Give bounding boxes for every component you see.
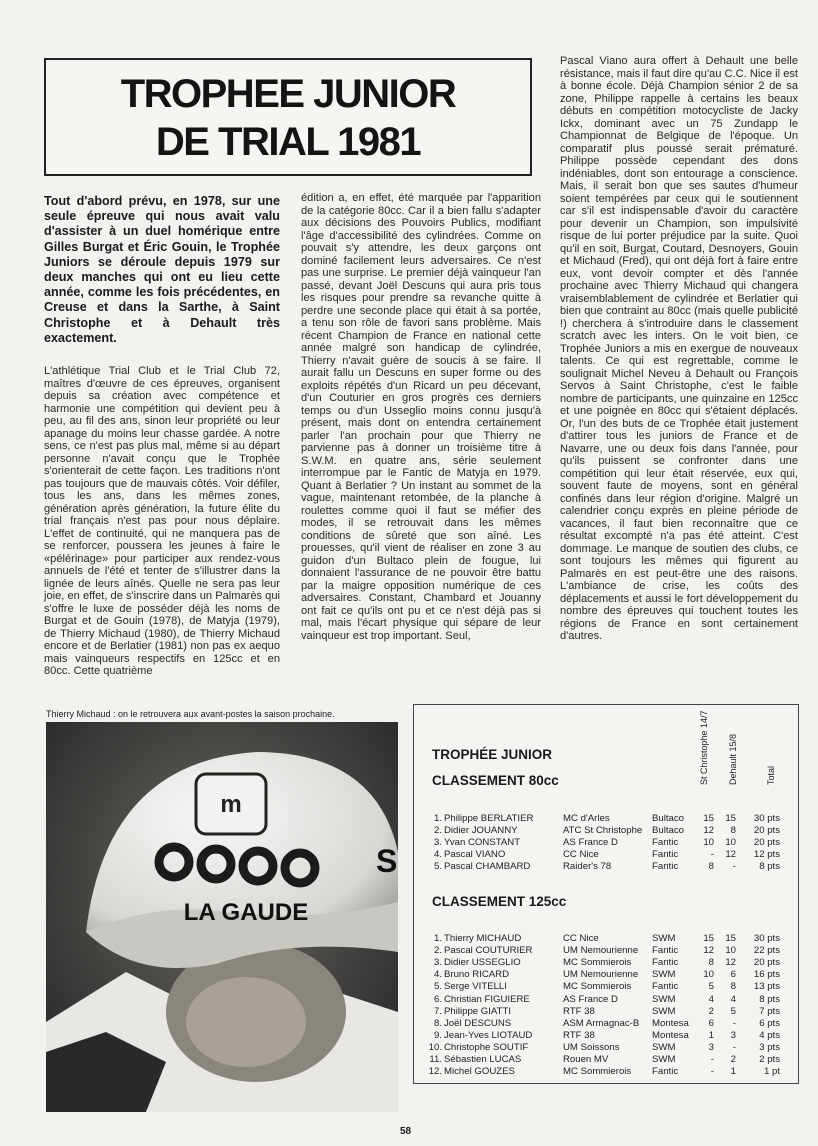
cell-total: 20 pts: [753, 957, 780, 969]
cell-club: Raider's 78: [563, 861, 612, 873]
cell-bike: Fantic: [652, 861, 679, 873]
cell-bike: SWM: [652, 993, 676, 1005]
cell-club: CC Nice: [563, 849, 599, 861]
table-row: [414, 945, 800, 956]
table-row: [414, 981, 800, 992]
cell-club: RTF 38: [563, 1005, 595, 1017]
cell-total: 6 pts: [759, 1017, 780, 1029]
table-row: [414, 813, 800, 824]
cell-club: UM Nemourienne: [563, 945, 639, 957]
cell-s1: 10: [703, 969, 714, 981]
col-header-total: Total: [766, 765, 776, 785]
cell-rank: 3.: [433, 957, 442, 969]
cell-s2: 2: [730, 1054, 736, 1065]
page-number: 58: [400, 1126, 412, 1137]
cell-s1: 4: [708, 993, 714, 1005]
cell-s2: 8: [730, 981, 736, 993]
cell-total: 1 pt: [763, 1066, 780, 1078]
cell-name: Jean-Yves LIOTAUD: [444, 1029, 533, 1041]
cell-name: Sébastien LUCAS: [444, 1054, 522, 1065]
cell-club: Rouen MV: [563, 1054, 609, 1065]
article-column-1: L'athlétique Trial Club et le Trial Club 72, maîtres d'œuvre de ces épreuves, organisent depuis sa création avec compétence et harmonie une compétition qui devient peu à peu, au fil des ans, sinon leur propriété ou leur apanage du moins leur chasse gardée. A notre sens, ce n'est pas plus mal, même si au départ personne n'avait conçu que le Trophée s'orienterait de cette façon. Les traditions n'ont pas toujours que de mauvais côtés. Voir défiler, tous les ans, dans les mêmes zones, génération après génération, la future élite du trial français n'est pas pour nous déplaire. L'effet de continuité, qui ne manquera pas de se renforcer, poussera les jeunes à faire le «pélérinage» pour participer aux rendez-vous annuels de l'été et tenter de s'illustrer dans la lignée de leurs aînés. Quelle ne sera pas leur joie, en effet, de s'inscrire dans un Palmarès qui s'offre le luxe de posséder déjà les noms de Burgat et de Gouin (1978), de Matyja (1979), de Thierry Michaud (1980), de Thierry Michaud encore et de Berlatier (1981) non pas ex aequo mais vainqueurs respectifs en 125cc et en 80cc. Cette quatrième: [44, 365, 280, 677]
cell-total: 16 pts: [753, 969, 780, 981]
table-row: [414, 849, 800, 860]
cell-name: Pascal COUTURIER: [444, 945, 533, 957]
photo-caption: Thierry Michaud : on le retrouvera aux avant-postes la saison prochaine.: [46, 709, 335, 719]
table-row: [414, 1042, 800, 1053]
cell-bike: SWM: [652, 1041, 676, 1053]
cell-total: 20 pts: [753, 837, 780, 849]
cell-name: Didier JOUANNY: [444, 825, 518, 837]
cell-total: 8 pts: [759, 861, 780, 873]
helmet-text: LA GAUDE: [183, 899, 309, 926]
cell-s1: 2: [708, 1005, 714, 1017]
cell-rank: 1.: [433, 813, 442, 824]
cell-rank: 9.: [433, 1029, 442, 1041]
cell-club: UM Soissons: [563, 1041, 620, 1053]
cell-name: Pascal VIANO: [444, 849, 506, 861]
cell-s2: -: [732, 861, 736, 873]
cell-total: 30 pts: [753, 813, 780, 824]
cell-bike: SWM: [652, 933, 676, 944]
cell-bike: Bultaco: [652, 825, 684, 837]
cell-name: Bruno RICARD: [444, 969, 510, 981]
cell-bike: Fantic: [652, 849, 679, 861]
cell-s1: 15: [703, 813, 714, 824]
article-title-line-2: DE TRIAL 1981: [155, 120, 421, 164]
table-row: [414, 837, 800, 848]
cell-club: RTF 38: [563, 1029, 595, 1041]
cell-s1: 6: [708, 1017, 714, 1029]
cell-club: AS France D: [563, 837, 618, 849]
cell-total: 4 pts: [759, 1029, 780, 1041]
table-row: [414, 969, 800, 980]
table-row: [414, 957, 800, 968]
cell-bike: Fantic: [652, 981, 679, 993]
cell-s2: 15: [725, 933, 736, 944]
cell-rank: 8.: [433, 1017, 442, 1029]
table-row: [414, 1030, 800, 1041]
cell-total: 8 pts: [759, 993, 780, 1005]
cell-s1: -: [710, 849, 714, 861]
title-box: [44, 58, 532, 176]
cell-total: 20 pts: [753, 825, 780, 837]
cell-s1: 8: [708, 861, 714, 873]
cell-bike: SWM: [652, 1054, 676, 1065]
cell-s2: -: [732, 1041, 736, 1053]
cell-s2: 12: [725, 957, 736, 969]
cell-club: MC Sommierois: [563, 1066, 632, 1078]
cell-bike: Montesa: [652, 1029, 689, 1041]
article-title-line-1: TROPHEE JUNIOR: [120, 72, 456, 116]
cell-s1: 8: [708, 957, 714, 969]
cell-rank: 1.: [433, 933, 442, 944]
cell-bike: Fantic: [652, 945, 679, 957]
cell-rank: 2.: [433, 825, 442, 837]
table-row: [414, 861, 800, 872]
cell-bike: Fantic: [652, 1066, 679, 1078]
cell-rank: 10.: [428, 1041, 442, 1053]
cell-total: 7 pts: [759, 1005, 780, 1017]
cell-s1: 10: [703, 837, 714, 849]
cell-rank: 2.: [433, 945, 442, 957]
cell-club: ASM Armagnac-B: [563, 1017, 640, 1029]
cell-bike: Montesa: [652, 1017, 689, 1029]
cell-rank: 7.: [433, 1005, 442, 1017]
col-header-dehault: Dehault 15/8: [728, 733, 738, 785]
cell-s1: 1: [708, 1029, 714, 1041]
cell-s2: 8: [730, 825, 736, 837]
cell-s1: 12: [703, 825, 714, 837]
cell-bike: Fantic: [652, 837, 679, 849]
cell-s2: -: [732, 1017, 736, 1029]
cell-s2: 15: [725, 813, 736, 824]
cell-club: AS France D: [563, 993, 618, 1005]
cell-rank: 11.: [429, 1054, 442, 1065]
cell-club: UM Nemourienne: [563, 969, 639, 981]
svg-text:S: S: [376, 843, 398, 879]
cell-club: CC Nice: [563, 933, 599, 944]
cell-s2: 4: [730, 993, 736, 1005]
table-row: [414, 994, 800, 1005]
cell-bike: Bultaco: [652, 813, 684, 824]
table-row: [414, 1066, 800, 1077]
cell-s1: 5: [708, 981, 714, 993]
cell-s2: 6: [730, 969, 736, 981]
cell-total: 13 pts: [753, 981, 780, 993]
results-table: [413, 704, 799, 1084]
cell-rank: 6.: [433, 993, 442, 1005]
cell-s1: -: [710, 1066, 714, 1078]
table-row: [414, 1054, 800, 1065]
table-row: [414, 825, 800, 836]
table-row: [414, 1018, 800, 1029]
cell-s2: 12: [725, 849, 736, 861]
cell-name: Pascal CHAMBARD: [444, 861, 531, 873]
cell-total: 12 pts: [753, 849, 780, 861]
cell-name: Christophe SOUTIF: [444, 1041, 529, 1053]
rider-photo: [46, 722, 398, 1112]
cell-s2: 10: [725, 837, 736, 849]
rider-photo-graphic: [46, 722, 398, 1112]
cell-total: 2 pts: [759, 1054, 780, 1065]
article-intro: Tout d'abord prévu, en 1978, sur une seule épreuve qui nous avait valu d'assister à un duel homérique entre Gilles Burgat et Éric Gouin, le Trophée Juniors se déroule depuis 1979 sur deux manches qui ont eu lieu cette année, comme les fois précédentes, en Creuse et dans la Sarthe, à Saint Christophe et à Dehault très exactement.: [44, 194, 280, 345]
cell-name: Philippe GIATTI: [444, 1005, 512, 1017]
cell-bike: SWM: [652, 1005, 676, 1017]
cell-rank: 3.: [433, 837, 442, 849]
section-heading-80cc: CLASSEMENT 80cc: [432, 773, 559, 788]
cell-name: Serge VITELLI: [444, 981, 507, 993]
cell-s2: 5: [730, 1005, 736, 1017]
cell-s1: 15: [703, 933, 714, 944]
svg-text:m: m: [220, 791, 242, 818]
cell-name: Thierry MICHAUD: [444, 933, 522, 944]
section-heading-125cc: CLASSEMENT 125cc: [432, 894, 567, 909]
cell-name: Philippe BERLATIER: [444, 813, 534, 824]
cell-name: Didier USSEGLIO: [444, 957, 521, 969]
cell-bike: SWM: [652, 969, 676, 981]
cell-rank: 4.: [433, 969, 442, 981]
cell-s1: 3: [708, 1041, 714, 1053]
article-column-2: édition a, en effet, été marquée par l'apparition de la catégorie 80cc. Car il a bien fallu s'adapter aux décisions des Pouvoirs Publics, modifiant l'âge d'accessibilité des cylindrées. Comme on pouvait s'y attendre, les deux garçons ont dominé facilement leurs adversaires. Ce n'est pas une surprise. Le premier déjà vainqueur l'an passé, devant Joël Descuns qui aura pris tous les risques pour prendre sa revanche quitte à perdre une seconde place qui était à sa portée, a tenu son rôle de favori sans problème. Mais récent Champion de France en national cette année malgré son handicap de cylindrée, Thierry n'avait guère de soucis à se faire. Il aurait fallu un Descuns en super forme ou des exploits répétés d'un Ricard un peu décevant, d'un Couturier en gros progrès ces derniers temps ou d'un Usseglio moins connu jusqu'à présent, mais dont on entendra certainement parler l'an prochain pour que Thierry ne parvienne pas à donner un troisième titre à S.W.M. en quatre ans, série seulement interrompue par le Fantic de Matyja en 1979. Quant à Berlatier ? Un instant au sommet de la vague, maintenant retombée, de la planche à roulettes comme quoi il faut se méfier des modes, il se retrouvait dans les mêmes conditions de sûreté que son aîné. Les prouesses, qu'il vient de réaliser en zone 3 au guidon d'un Bultaco plein de fougue, lui donnaient l'assurance de ne pouvoir être battu par la maigre opposition numérique de ces adversaires. Constant, Chambard et Jouanny ont fait ce qu'ils ont pu et ce n'est déjà pas si mal, mais l'écart physique qui sépare de leur vainqueur est trop important. Seul,: [301, 192, 541, 642]
table-row: [414, 933, 800, 944]
article-column-3: Pascal Viano aura offert à Dehault une belle résistance, mais il faut dire qu'au C.C. Nice il est à bonne école. Déjà Champion sénior 2 de sa zone, Philippe rappelle à certains les beaux débuts en compétition motocycliste de Jacky Ickx, dominant avec un 75 Zundapp le Championnat de Belgique de l'époque. Un comparatif plus poussé serait prématuré. Philippe possède cependant des dons indéniables, dont son entourage a conscience. Mais, il serait bon que ses sautes d'humeur soient tempérées par ceux qui le soutiennent car s'il est indispensable d'avoir du caractère pour devenir un Champion, son impulsivité risque de lui porter préjudice par la suite. Quoi qu'il en soit, Burgat, Coutard, Desnoyers, Gouin et Michaud (Fred), qui ont déjà fort à faire entre eux, vont devoir compter et dès l'année prochaine avec Thierry Michaud qui changera vraisemblablement de cylindrée et Berlatier qui bien que contraint au 80cc (mais quelle publicité !) cherchera à s'introduire dans le classement scratch avec les inters. On le voit bien, ce Trophée Juniors a mis en exergue de nouveaux talents. Ce qui est regrettable, comme le soulignait Michel Neveu à Dehault ou François Servos à Saint Christophe, c'est le faible nombre de participants, une quinzaine en 125cc et une poignée en 80cc qui s'étaient déplacés. Or, l'un des buts de ce Trophée était justement d'attirer tous les juniors de France et de Navarre, une ou deux fois dans l'année, pour qu'ils puissent se confronter dans une compétition qui leur était réservée, eux qui, souvent faute de moyens, sont en général confinés dans leur région d'origine. Malgré un calendrier conçu exprès en pleine période de vacances, il faut bien reconnaître que ce résultat excompté n'a pas été atteint. C'est dommage. Le manque de soutien des clubs, ce sont toujours les mêmes qui figurent au Palmarès en est peut-être une des raisons. L'ambiance de crise, les coûts des déplacements et aussi le fort développement du nombre des épreuves qui touchent toutes les régions de France en sont certainement d'autres.: [560, 55, 798, 642]
cell-s1: 12: [703, 945, 714, 957]
cell-total: 3 pts: [759, 1041, 780, 1053]
cell-rank: 4.: [433, 849, 442, 861]
cell-bike: Fantic: [652, 957, 679, 969]
table-row: [414, 1006, 800, 1017]
col-header-st-christophe: St Christophe 14/7: [699, 710, 709, 785]
cell-total: 22 pts: [753, 945, 780, 957]
cell-s2: 1: [730, 1066, 736, 1078]
cell-name: Michel GOUZES: [444, 1066, 515, 1078]
cell-club: MC Sommierois: [563, 957, 632, 969]
cell-s2: 3: [730, 1029, 736, 1041]
cell-rank: 12.: [428, 1066, 442, 1078]
cell-name: Yvan CONSTANT: [444, 837, 521, 849]
cell-total: 30 pts: [753, 933, 780, 944]
cell-s1: -: [710, 1054, 714, 1065]
cell-club: MC Sommierois: [563, 981, 632, 993]
cell-club: ATC St Christophe: [563, 825, 643, 837]
cell-name: Joël DESCUNS: [444, 1017, 512, 1029]
cell-club: MC d'Arles: [563, 813, 610, 824]
cell-rank: 5.: [433, 981, 442, 993]
cell-rank: 5.: [433, 861, 442, 873]
table-title: TROPHÉE JUNIOR: [432, 747, 553, 762]
cell-name: Christian FIGUIERE: [444, 993, 530, 1005]
cell-s2: 10: [725, 945, 736, 957]
